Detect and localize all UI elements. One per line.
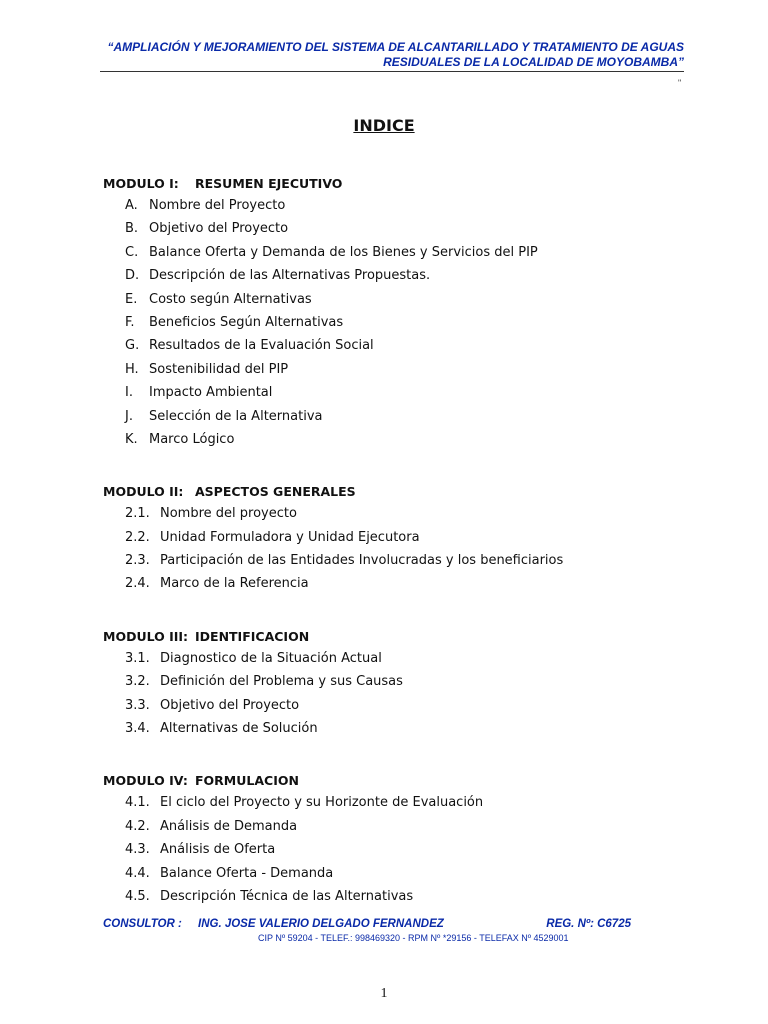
item-number: 2.2. bbox=[125, 529, 150, 545]
item-text: Descripción Técnica de las Alternativas bbox=[160, 888, 414, 904]
item-text: Resultados de la Evaluación Social bbox=[149, 338, 374, 354]
item-number: 3.2. bbox=[125, 674, 150, 690]
item-number: 4.4. bbox=[125, 865, 150, 881]
item-text: Nombre del proyecto bbox=[160, 506, 297, 522]
toc-item bbox=[103, 264, 703, 287]
toc-item bbox=[103, 288, 703, 311]
toc-item bbox=[103, 815, 703, 838]
item-text: Descripción de las Alternativas Propuestas. bbox=[149, 268, 431, 284]
module-title: FORMULACION bbox=[195, 773, 299, 789]
section-gap bbox=[103, 740, 703, 771]
item-text: Balance Oferta y Demanda de los Bienes y Servicios del PIP bbox=[149, 244, 538, 260]
toc-item bbox=[103, 358, 703, 381]
section-gap bbox=[103, 451, 703, 482]
toc-item bbox=[103, 838, 703, 861]
item-number: B. bbox=[125, 221, 139, 237]
toc-item bbox=[103, 862, 703, 885]
toc-item bbox=[103, 694, 703, 717]
item-text: Nombre del Proyecto bbox=[149, 198, 286, 213]
consultor-name: ING. JOSE VALERIO DELGADO FERNANDEZ bbox=[198, 918, 444, 930]
item-text: Participación de las Entidades Involucradas y los beneficiarios bbox=[160, 553, 564, 569]
consultor-label: CONSULTOR : bbox=[103, 918, 182, 930]
toc-item bbox=[103, 502, 703, 525]
item-text: Unidad Formuladora y Unidad Ejecutora bbox=[160, 529, 420, 545]
item-text: Objetivo del Proyecto bbox=[149, 221, 289, 237]
module-heading bbox=[103, 627, 703, 647]
page-number: 1 bbox=[380, 986, 388, 1001]
toc-item bbox=[103, 428, 703, 451]
item-text: Costo según Alternativas bbox=[149, 291, 312, 307]
item-text: Selección de la Alternativa bbox=[149, 408, 323, 424]
toc-item bbox=[103, 791, 703, 814]
table-of-contents bbox=[103, 174, 703, 908]
module-title: ASPECTOS GENERALES bbox=[195, 484, 356, 500]
module-number: MODULO I: bbox=[103, 176, 179, 191]
item-number: 2.1. bbox=[125, 506, 150, 522]
module-heading bbox=[103, 482, 703, 502]
toc-item bbox=[103, 549, 703, 572]
toc-item bbox=[103, 405, 703, 428]
toc-item bbox=[103, 885, 703, 908]
item-number: 4.1. bbox=[125, 795, 150, 811]
page-title: INDICE bbox=[353, 116, 415, 135]
toc-item bbox=[103, 381, 703, 404]
module-title: IDENTIFICACION bbox=[195, 628, 310, 644]
item-number: 4.3. bbox=[125, 842, 150, 858]
footer-contact-line: CIP Nº 59204 - TELEF.: 998469320 - RPM Nº *29156 - TELEFAX Nº 4529001 bbox=[258, 933, 569, 943]
toc-item bbox=[103, 217, 703, 240]
item-number: F. bbox=[125, 314, 135, 330]
toc-item bbox=[103, 311, 703, 334]
document-header bbox=[100, 40, 684, 70]
header-line-1: “AMPLIACIÓN Y MEJORAMIENTO DEL SISTEMA DE ALCANTARILLADO Y TRATAMIENTO DE AGUAS bbox=[107, 40, 684, 54]
item-number: G. bbox=[125, 338, 140, 354]
item-text: Balance Oferta - Demanda bbox=[160, 865, 334, 881]
item-number: K. bbox=[125, 431, 138, 447]
toc-item bbox=[103, 194, 703, 217]
item-number: I. bbox=[125, 385, 133, 401]
item-number: 3.1. bbox=[125, 650, 150, 666]
header-line-2: RESIDUALES DE LA LOCALIDAD DE MOYOBAMBA” bbox=[383, 55, 684, 69]
module-heading bbox=[103, 174, 703, 194]
module-number: MODULO II: bbox=[103, 484, 184, 500]
item-text: Definición del Problema y sus Causas bbox=[160, 674, 403, 690]
item-number: 4.2. bbox=[125, 818, 150, 834]
item-text: Impacto Ambiental bbox=[149, 385, 273, 401]
item-text: Diagnostico de la Situación Actual bbox=[160, 650, 382, 666]
item-number: E. bbox=[125, 291, 138, 307]
item-text: Análisis de Oferta bbox=[160, 842, 276, 858]
header-mark: " bbox=[678, 78, 682, 88]
item-number: 3.4. bbox=[125, 721, 150, 737]
item-number: 2.3. bbox=[125, 553, 150, 569]
item-number: 3.3. bbox=[125, 697, 150, 713]
registration-number: REG. Nº: C6725 bbox=[546, 918, 631, 930]
item-number: H. bbox=[125, 361, 139, 377]
item-text: Objetivo del Proyecto bbox=[160, 697, 300, 713]
item-text: Alternativas de Solución bbox=[160, 721, 318, 737]
item-number: D. bbox=[125, 268, 140, 284]
item-number: 2.4. bbox=[125, 576, 150, 592]
toc-item bbox=[103, 526, 703, 549]
item-text: Sostenibilidad del PIP bbox=[149, 361, 289, 377]
toc-item bbox=[103, 647, 703, 670]
item-text: Marco de la Referencia bbox=[160, 576, 309, 592]
item-number: J. bbox=[125, 408, 133, 424]
module-heading bbox=[103, 771, 703, 791]
section-gap bbox=[103, 596, 703, 627]
item-number: 4.5. bbox=[125, 888, 150, 904]
toc-item bbox=[103, 572, 703, 595]
toc-item bbox=[103, 334, 703, 357]
header-divider bbox=[100, 71, 684, 72]
item-text: El ciclo del Proyecto y su Horizonte de Evaluación bbox=[160, 795, 484, 811]
item-number: A. bbox=[125, 198, 138, 213]
document-footer bbox=[103, 918, 683, 930]
item-text: Beneficios Según Alternativas bbox=[149, 314, 344, 330]
module-number: MODULO IV: bbox=[103, 773, 188, 789]
toc-item bbox=[103, 670, 703, 693]
module-title: RESUMEN EJECUTIVO bbox=[195, 176, 343, 191]
item-number: C. bbox=[125, 244, 139, 260]
item-text: Análisis de Demanda bbox=[160, 818, 298, 834]
module-number: MODULO III: bbox=[103, 628, 189, 644]
toc-item bbox=[103, 717, 703, 740]
toc-item bbox=[103, 241, 703, 264]
item-text: Marco Lógico bbox=[149, 431, 235, 447]
